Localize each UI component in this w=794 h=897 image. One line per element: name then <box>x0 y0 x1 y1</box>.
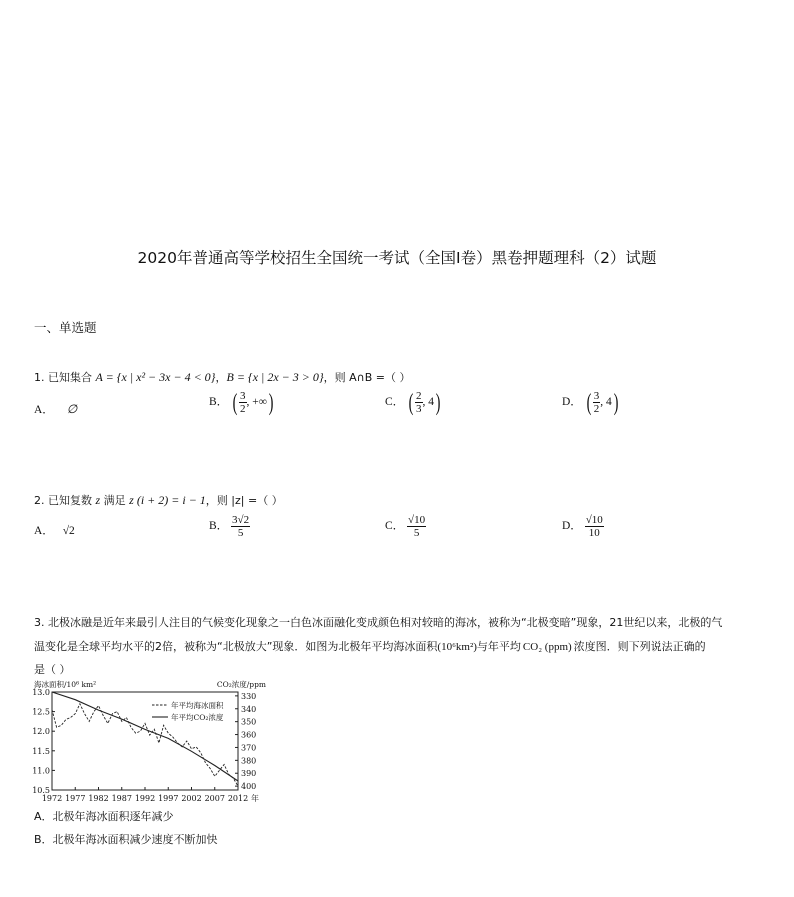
q3-text: 与年平均 <box>476 640 521 653</box>
sea-ice-co2-chart <box>30 678 270 806</box>
question-3-line-3: 是（ ） <box>34 663 71 676</box>
unit-area: (10⁶km²) <box>437 641 477 653</box>
option-text: 北极年海冰面积减少速度不断加快 <box>52 833 218 846</box>
fraction: $\frac{3}{2}$ <box>240 390 246 415</box>
fraction: $\frac{2}{3}$ <box>416 390 422 415</box>
legend-label: 年平均CO₂浓度 <box>171 713 224 722</box>
q1-option-b[interactable] <box>209 390 275 415</box>
fraction: $\frac{√10}{5}$ <box>408 514 426 539</box>
paren-close: ) <box>435 389 441 416</box>
x-tick-label: 2002 <box>181 794 202 803</box>
variable-z: z <box>95 493 101 507</box>
x-tick-label: 1977 <box>65 794 86 803</box>
y-left-tick-label: 13.0 <box>32 688 50 697</box>
y-left-tick-label: 11.5 <box>32 746 50 756</box>
option-label: B． <box>209 396 229 409</box>
option-tail: , 4 <box>600 396 612 409</box>
paren-open: ( <box>408 389 414 416</box>
option-label: D． <box>562 396 582 409</box>
section-heading: 一、单选题 <box>34 320 97 335</box>
fraction: $\frac{√10}{10}$ <box>585 514 603 539</box>
option-label: C． <box>385 396 405 409</box>
option-label: B． <box>209 520 229 533</box>
option-label: D． <box>562 520 582 533</box>
q3-option-b[interactable] <box>34 831 218 847</box>
y-right-tick-label: 330 <box>241 691 257 701</box>
y-right-tick-label: 370 <box>241 743 257 753</box>
q3-text: 温变化是全球平均水平的2倍，被称为“北极放大”现象．如图为北极年平均海冰面积 <box>34 640 438 653</box>
x-unit-label: 年 <box>251 794 259 803</box>
question-3-line-1: 3. 北极冰融是近年来最引人注目的气候变化现象之一白色冰面融化变成颜色相对较暗的海冰，被称为“北极变暗”现象，21世纪以来，北极的气 <box>34 616 723 629</box>
question-2-ask: ，则 |z| =（ ） <box>205 494 283 507</box>
y-right-tick-label: 360 <box>241 730 257 740</box>
paren-close: ) <box>268 389 274 416</box>
page-title: 2020年普通高等学校招生全国统一考试（全国Ⅰ卷）黑卷押题理科（2）试题 <box>137 249 657 267</box>
question-1-ask: ，则 A∩B =（ ） <box>323 371 411 384</box>
question-1-stem <box>34 369 411 385</box>
option-tail: , +∞ <box>246 396 267 409</box>
option-tail: , 4 <box>422 396 435 409</box>
question-2-stem <box>34 492 283 508</box>
q3-text: 浓度图．则下列说法正确的 <box>573 640 706 653</box>
y-right-tick-label: 390 <box>241 769 257 779</box>
y-right-tick-label: 340 <box>241 704 257 714</box>
question-1-sep: ， <box>215 371 227 384</box>
unit-co2: CO₂ (ppm) <box>522 641 572 653</box>
q1-option-c[interactable] <box>385 390 442 415</box>
q1-option-d[interactable] <box>562 390 620 415</box>
option-label: A． <box>34 404 54 416</box>
q2-option-b[interactable] <box>209 514 250 539</box>
option-label: C． <box>385 520 405 533</box>
q1-option-a[interactable] <box>34 401 77 417</box>
question-2-prefix: 2. 已知复数 <box>34 494 96 507</box>
y-left-tick-label: 11.0 <box>32 766 50 776</box>
equation: z (i + 2) = i − 1 <box>129 493 206 507</box>
x-tick-label: 1997 <box>158 794 179 803</box>
y-left-tick-label: 12.0 <box>32 727 50 737</box>
x-tick-label: 2007 <box>204 794 225 803</box>
option-label: A． <box>34 525 54 537</box>
paren-close: ) <box>613 389 619 416</box>
q2-option-c[interactable] <box>385 514 426 539</box>
set-a: A = {x | x² − 3x − 4 < 0} <box>95 370 216 384</box>
fraction: $\frac{3√2}{5}$ <box>232 514 250 539</box>
x-tick-label: 1992 <box>134 794 156 803</box>
q2-option-a[interactable] <box>34 522 75 538</box>
y-right-tick-label: 350 <box>241 717 257 727</box>
x-tick-label: 2012 <box>227 794 249 803</box>
option-text: 北极年海冰面积逐年减少 <box>52 810 174 823</box>
y-right-tick-label: 400 <box>241 782 257 792</box>
paren-open: ( <box>232 389 238 416</box>
x-tick-label: 1987 <box>111 794 132 803</box>
question-2-mid: 满足 <box>100 494 130 507</box>
option-label: A． <box>34 810 53 823</box>
y-axis-left-label: 海冰面积/10⁶ km² <box>34 680 97 689</box>
q3-option-a[interactable] <box>34 808 174 824</box>
q2-option-d[interactable] <box>562 514 604 539</box>
legend-label: 年平均海冰面积 <box>171 701 224 710</box>
option-value: √2 <box>62 525 75 537</box>
option-value: ∅ <box>66 402 78 416</box>
option-label: B． <box>34 833 53 846</box>
x-tick-label: 1972 <box>41 794 63 803</box>
y-right-tick-label: 380 <box>241 756 257 766</box>
set-b: B = {x | 2x − 3 > 0} <box>226 370 324 384</box>
paren-open: ( <box>586 389 592 416</box>
y-left-tick-label: 12.5 <box>32 707 50 717</box>
fraction: $\frac{3}{2}$ <box>593 390 600 415</box>
x-tick-label: 1982 <box>88 794 109 803</box>
y-left-tick-label: 10.5 <box>32 786 50 795</box>
question-3-line-2 <box>34 638 706 654</box>
y-axis-right-label: CO₂浓度/ppm <box>216 680 266 689</box>
question-1-prefix: 1. 已知集合 <box>34 371 96 384</box>
